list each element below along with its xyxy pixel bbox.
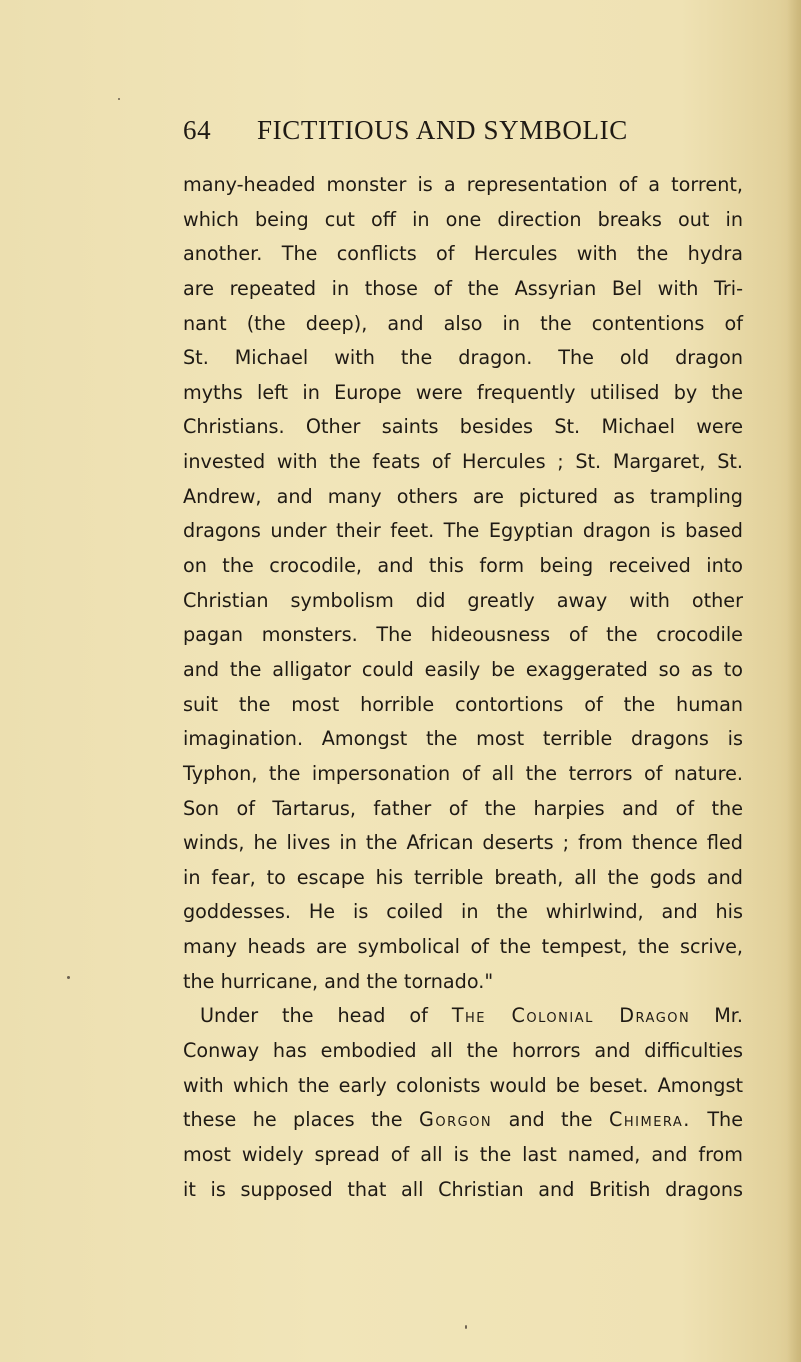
page-number: 64 xyxy=(183,115,212,145)
text-line: are repeated in those of the Assyrian Bel with Tri- xyxy=(183,276,743,300)
text-line: on the crocodile, and this form being received into xyxy=(183,554,743,578)
text-line: with which the early colonists would be beset. Amongst xyxy=(183,1073,743,1097)
text-line: nant (the deep), and also in the contentions of xyxy=(183,311,743,335)
small-caps-heading: The Colonial Dragon xyxy=(451,1004,691,1028)
text-line: dragons under their feet. The Egyptian dragon is based xyxy=(183,519,743,543)
text-line: invested with the feats of Hercules ; St. Margaret, St. xyxy=(183,450,743,474)
text-line: goddesses. He is coiled in the whirlwind, and his xyxy=(183,900,743,924)
text-line: Conway has embodied all the horrors and difficulties xyxy=(183,1039,743,1063)
text-span: Mr. xyxy=(714,1004,743,1028)
text-line: Typhon, the impersonation of all the terrors of nature. xyxy=(183,761,743,785)
text-line: many heads are symbolical of the tempest, the scrive, xyxy=(183,935,743,959)
text-line: another. The conflicts of Hercules with the hydra xyxy=(183,242,743,266)
small-caps-term: Gorgon xyxy=(418,1108,493,1132)
text-line: which being cut off in one direction breaks out in xyxy=(183,207,743,231)
text-span: The xyxy=(707,1108,743,1132)
text-line: it is supposed that all Christian and British dragons xyxy=(183,1177,743,1201)
small-caps-term: Chimera. xyxy=(608,1108,691,1132)
text-line xyxy=(183,1103,743,1138)
text-line: Andrew, and many others are pictured as trampling xyxy=(183,484,743,508)
text-line: Son of Tartarus, father of the harpies and of the xyxy=(183,796,743,820)
paper-speck xyxy=(118,98,120,100)
paper-speck xyxy=(465,1325,467,1329)
running-head: FICTITIOUS AND SYMBOLIC xyxy=(257,115,628,145)
text-span: these he places the xyxy=(183,1108,403,1132)
text-span: Under the head of xyxy=(200,1004,428,1028)
text-line xyxy=(183,999,743,1034)
text-line: Christians. Other saints besides St. Michael were xyxy=(183,415,743,439)
text-line: most widely spread of all is the last named, and from xyxy=(183,1142,743,1166)
text-line: Christian symbolism did greatly away with other xyxy=(183,588,743,612)
body-text xyxy=(183,168,743,1207)
text-line: pagan monsters. The hideousness of the crocodile xyxy=(183,623,743,647)
text-line: imagination. Amongst the most terrible dragons is xyxy=(183,727,743,751)
text-line: winds, he lives in the African deserts ; from thence fled xyxy=(183,831,743,855)
text-line: many-headed monster is a representation of a torrent, xyxy=(183,173,743,196)
text-line: St. Michael with the dragon. The old dragon xyxy=(183,346,743,370)
text-span: and the xyxy=(508,1108,593,1132)
text-line: and the alligator could easily be exaggerated so as to xyxy=(183,657,743,681)
text-line: the hurricane, and the tornado." xyxy=(183,969,494,993)
text-line: myths left in Europe were frequently utilised by the xyxy=(183,380,743,404)
page-header xyxy=(183,115,703,155)
text-line: suit the most horrible contortions of the human xyxy=(183,692,743,716)
text-line: in fear, to escape his terrible breath, all the gods and xyxy=(183,865,743,889)
paper-speck xyxy=(67,976,70,979)
page-edge-shadow xyxy=(787,0,801,1362)
